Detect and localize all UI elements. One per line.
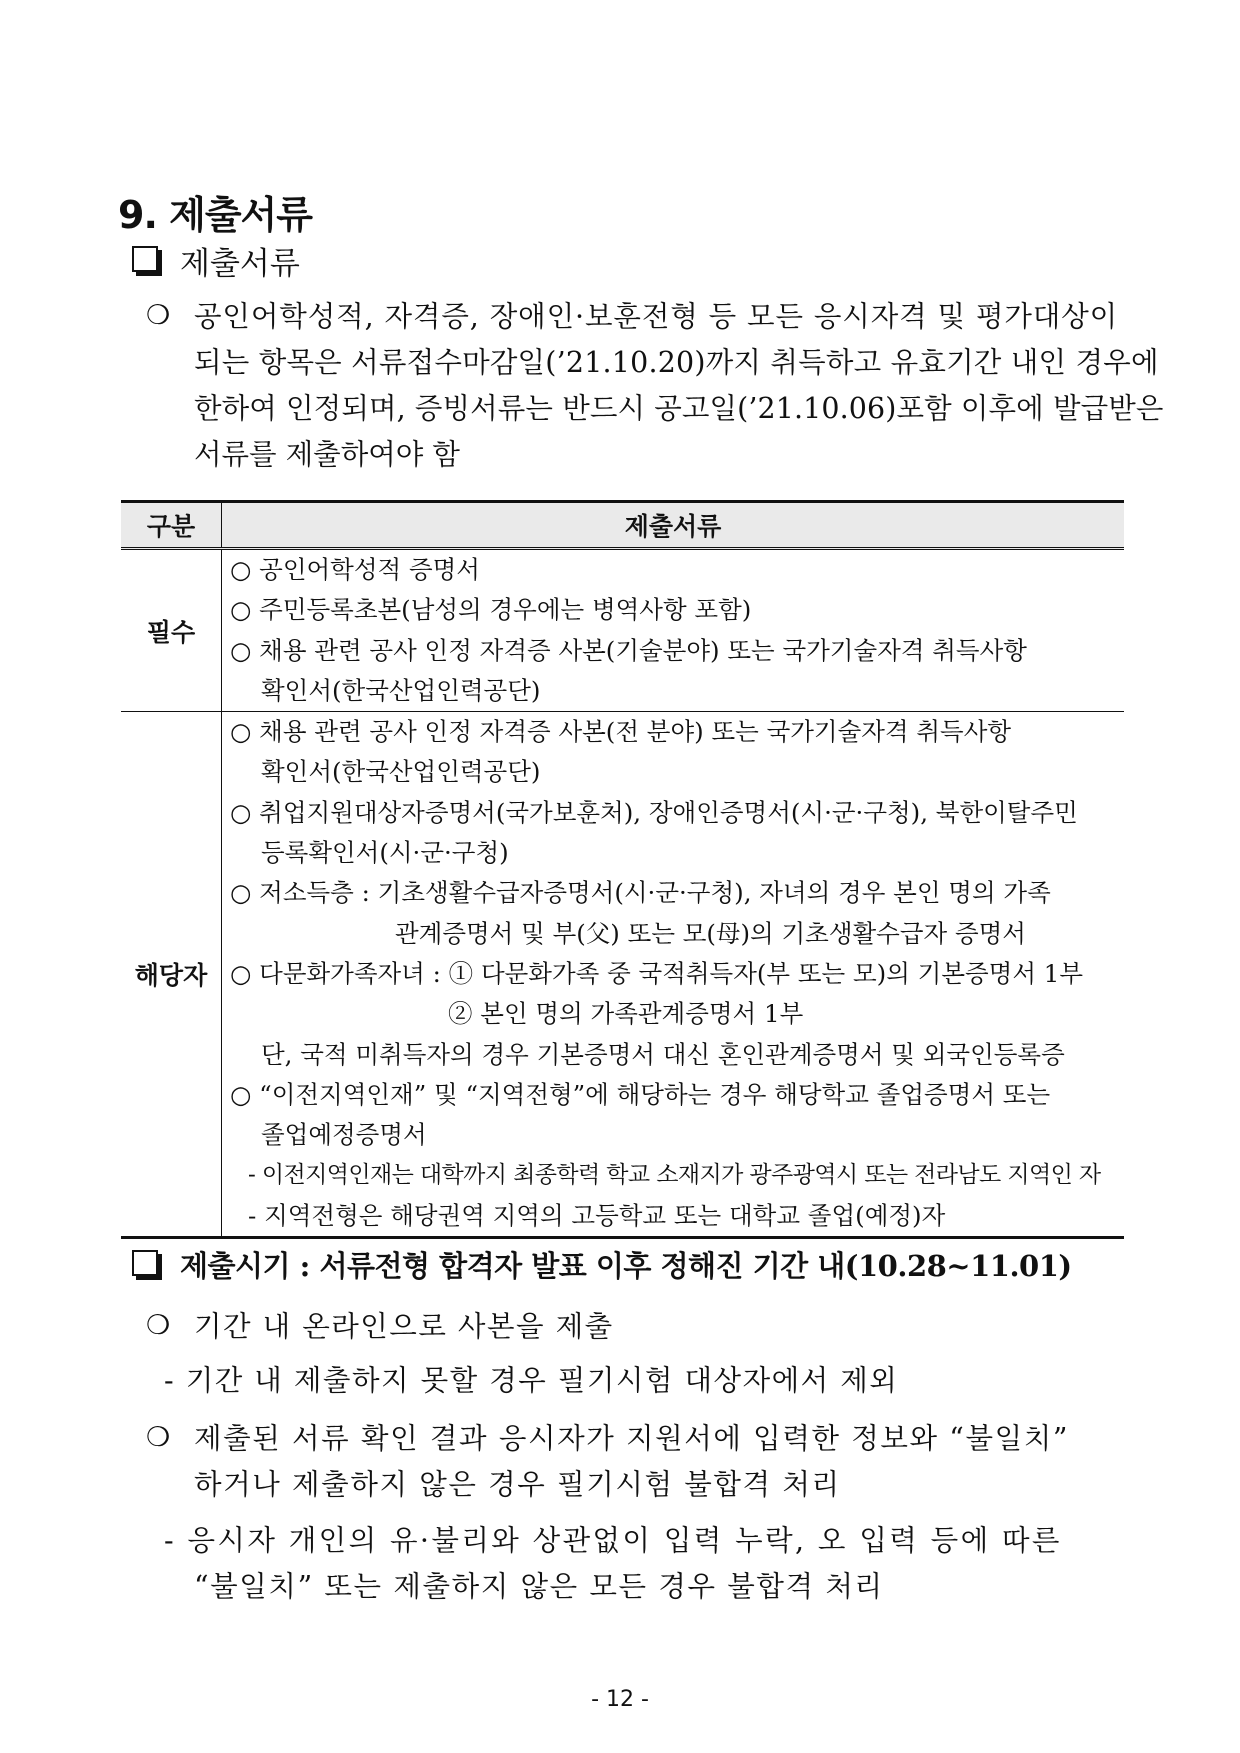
list-item: ○ 주민등록초본(남성의 경우에는 병역사항 포함) (230, 595, 752, 625)
list-item: ○ 저소득층 : 기초생활수급자증명서(시·군·구청), 자녀의 경우 본인 명의 가족 (230, 878, 1051, 908)
table-row-required (121, 549, 1124, 712)
list-item-continued: 졸업예정증명서 (261, 1120, 427, 1150)
circle-bullet-icon: ❍ (146, 300, 171, 331)
list-item: ○ 다문화가족자녀 : ① 다문화가족 중 국적취득자(부 또는 모)의 기본증명서 1부 (230, 958, 1084, 988)
list-item: ○ 취업지원대상자증명서(국가보훈처), 장애인증명서(시·군·구청), 북한이탈주민 (230, 797, 1078, 827)
subsection-heading-period (132, 1244, 1072, 1285)
row-category: 해당자 (121, 712, 222, 1238)
period-item: 기간 내 온라인으로 사본을 제출 (194, 1310, 614, 1343)
period-item-line: 제출된 서류 확인 결과 응시자가 지원서에 입력한 정보와 “불일치” (194, 1422, 1070, 1455)
circle-bullet-icon: ❍ (146, 1310, 171, 1341)
period-item (194, 1416, 1069, 1508)
subsection-heading-documents (132, 238, 300, 283)
subsection-heading-label: 제출서류 (180, 246, 300, 282)
list-item-continued: 확인서(한국산업인력공단) (261, 757, 541, 787)
period-dash-item (164, 1518, 1062, 1610)
page-number: - 12 - (591, 1687, 649, 1712)
period-item-line: 하거나 제출하지 않은 경우 필기시험 불합격 처리 (194, 1468, 841, 1501)
list-item-note: 단, 국적 미취득자의 경우 기본증명서 대신 혼인관계증명서 및 외국인등록증 (261, 1039, 1065, 1069)
subsection-heading-label: 제출시기 : 서류전형 합격자 발표 이후 정해진 기간 내(10.28~11.01) (180, 1249, 1072, 1283)
row-content (222, 712, 1125, 1238)
list-item: ○ 공인어학성적 증명서 (230, 555, 480, 584)
table-row-applicable (121, 712, 1124, 1238)
list-item-continued: 확인서(한국산업인력공단) (261, 675, 541, 705)
intro-line: 한하여 인정되며, 증빙서류는 반드시 공고일(’21.10.06)포함 이후에 발급받은 (194, 392, 1164, 425)
row-category: 필수 (121, 549, 222, 712)
period-item-line: “불일치” 또는 제출하지 않은 모든 경우 불합격 처리 (194, 1570, 884, 1603)
list-item: ○ 채용 관련 공사 인정 자격증 사본(기술분야) 또는 국가기술자격 취득사항 (230, 635, 1027, 665)
list-item-continued: ② 본인 명의 가족관계증명서 1부 (448, 999, 804, 1029)
intro-line: 서류를 제출하여야 함 (194, 438, 460, 471)
circle-bullet-icon: ❍ (146, 1422, 171, 1453)
period-item-line: - 응시자 개인의 유·불리와 상관없이 입력 누락, 오 입력 등에 따른 (164, 1524, 1062, 1557)
section-title: 9. 제출서류 (118, 193, 312, 237)
list-item-continued: 등록확인서(시·군·구청) (261, 838, 509, 868)
list-item-dash: - 지역전형은 해당권역 지역의 고등학교 또는 대학교 졸업(예정)자 (248, 1200, 946, 1230)
period-dash-item: - 기간 내 제출하지 못할 경우 필기시험 대상자에서 제외 (164, 1364, 899, 1397)
table-header-row (121, 502, 1124, 549)
header-category: 구분 (121, 502, 222, 549)
intro-line: 공인어학성적, 자격증, 장애인·보훈전형 등 모든 응시자격 및 평가대상이 (194, 300, 1119, 333)
list-item: ○ 채용 관련 공사 인정 자격증 사본(전 분야) 또는 국가기술자격 취득사항 (230, 717, 1012, 747)
checkbox-square-icon (132, 246, 158, 272)
intro-line: 되는 항목은 서류접수마감일(’21.10.20)까지 취득하고 유효기간 내인 경우에 (194, 346, 1159, 379)
intro-paragraph (194, 294, 1163, 478)
documents-table (121, 500, 1124, 1239)
list-item: ○ “이전지역인재” 및 “지역전형”에 해당하는 경우 해당학교 졸업증명서 또는 (230, 1079, 1051, 1109)
header-documents: 제출서류 (222, 502, 1125, 549)
row-content (222, 549, 1125, 712)
list-item-continued: 관계증명서 및 부(父) 또는 모(母)의 기초생활수급자 증명서 (395, 918, 1026, 948)
list-item-dash: - 이전지역인재는 대학까지 최종학력 학교 소재지가 광주광역시 또는 전라남도 지역인 자 (248, 1162, 1101, 1189)
checkbox-square-icon (132, 1250, 158, 1276)
